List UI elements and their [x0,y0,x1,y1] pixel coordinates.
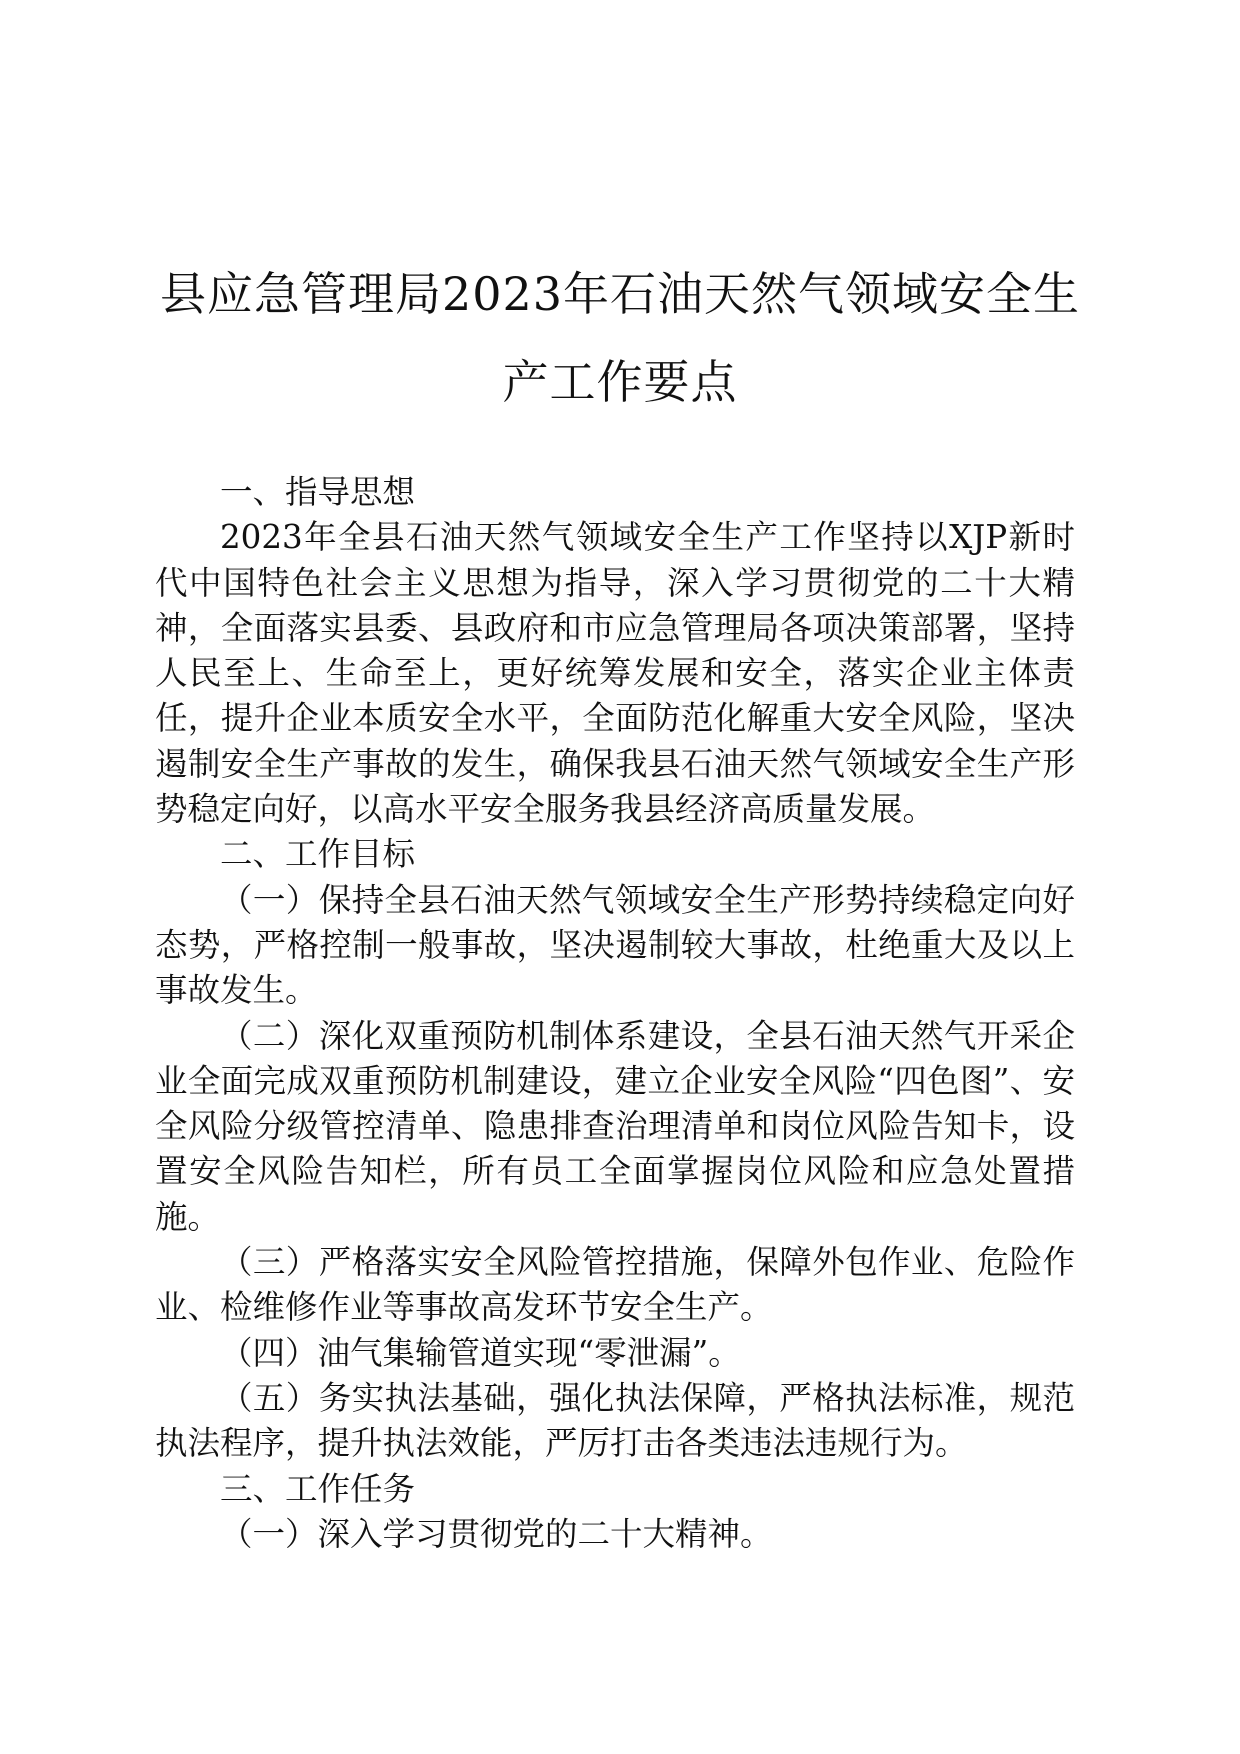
goal-item-2: （二）深化双重预防机制体系建设，全县石油天然气开采企业全面完成双重预防机制建设，建立企业安全风险“四色图”、安全风险分级管控清单、隐患排查治理清单和岗位风险告知卡，设置安全风险告知栏，所有员工全面掌握岗位风险和应急处置措施。 [155,1016,1075,1236]
document-title-line-1: 县应急管理局2023年石油天然气领域安全生 [159,267,1081,321]
task-item-1: （一）深入学习贯彻党的二十大精神。 [220,1514,773,1553]
goal-item-5: （五）务实执法基础，强化执法保障，严格执法标准，规范执法程序，提升执法效能，严厉打击各类违法违规行为。 [155,1378,1075,1463]
goal-item-1: （一）保持全县石油天然气领域安全生产形势持续稳定向好态势，严格控制一般事故，坚决遏制较大事故，杜绝重大及以上事故发生。 [155,880,1075,1010]
section-heading-work-tasks: 三、工作任务 [220,1469,416,1508]
document-title-line-2: 产工作要点 [502,355,738,409]
section-heading-work-goals: 二、工作目标 [220,835,416,874]
goal-item-3: （三）严格落实安全风险管控措施，保障外包作业、危险作业、检维修作业等事故高发环节安全生产。 [155,1243,1075,1327]
goal-item-4: （四）油气集输管道实现“零泄漏”。 [220,1333,741,1372]
section-heading-guiding-ideology: 一、指导思想 [220,473,416,511]
paragraph-guiding-ideology: 2023年全县石油天然气领域安全生产工作坚持以XJP新时代中国特色社会主义思想为指导，深入学习贯彻党的二十大精神，全面落实县委、县政府和市应急管理局各项决策部署，坚持人民至上、生命至上，更好统筹发展和安全，落实企业主体责任，提升企业本质安全水平，全面防范化解重大安全风险，坚决遏制安全生产事故的发生，确保我县石油天然气领域安全生产形势稳定向好，以高水平安全服务我县经济高质量发展。 [155,518,1075,829]
document-body [155,470,1075,1557]
